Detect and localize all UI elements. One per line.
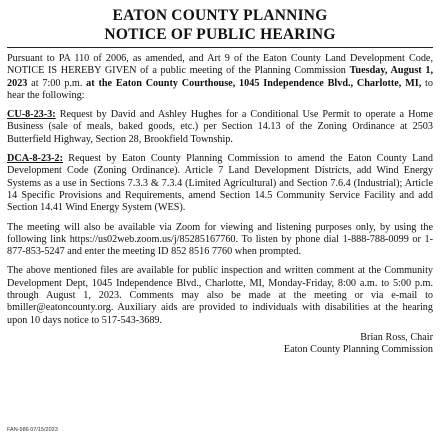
agenda-item-cu-text: Request by David and Ashley Hughes for a Conditional Use Permit to operate a Home Business (sale of meals, baked goods, etc.) per Section 14.13 of the Zoning Ordinance at 2503 Butterfield Highway, Section 28, Brookfield Township. — [7, 109, 433, 145]
intro-text-middle: at 7:00 p.m. — [27, 77, 87, 89]
agenda-item-cu — [7, 109, 433, 146]
signature-block — [7, 332, 433, 357]
signature-organization: Eaton County Planning Commission — [283, 344, 433, 356]
agenda-item-dca — [7, 153, 433, 214]
meeting-date: Tuesday, August 1, 2023 — [7, 65, 434, 89]
title-divider — [7, 47, 433, 48]
signature-name: Brian Ross, Chair — [360, 331, 433, 343]
case-id-dca: DCA-8-23-2: — [7, 153, 64, 165]
form-code: FAN-986 07/15/2023 — [7, 427, 58, 433]
meeting-location: at the Eaton County Courthouse, 1045 Independence Blvd., Charlotte, MI, — [86, 77, 422, 89]
zoom-paragraph: The meeting will also be available via Zoom for viewing and listening purposes only, by using the following link https://us02web.zoom.us/j/85285167760. To listen by phone dial 1-888-788-0099 or 1-877-853-5247 and enter the meeting ID 852 8516 7760 when prompted. — [7, 221, 433, 258]
case-id-cu: CU-8-23-3: — [7, 109, 56, 121]
notice-title-line-2: NOTICE OF PUBLIC HEARING — [104, 26, 336, 43]
notice-title-line-1: EATON COUNTY PLANNING — [112, 7, 328, 24]
intro-text-before: Pursuant to PA 110 of 2006, as amended, and Art 9 of the Eaton County Land Development Code, NOTICE IS HEREBY GIVEN of a public meeting of the Planning Commission — [7, 53, 433, 77]
agenda-item-dca-text: Request by Eaton County Planning Commission to amend the Eaton County Land Development Code (Zoning Ordinance). Article 7 Land Development Districts, add Wind Energy Systems as a use in Sections 7.3.3 & 7.3.4 (Limited Agricultural) and Section 7.6.4 (Industrial); Article 14 Specific Provisions and Requirements, amend Section 14.5 Community Service Facility and add Section 14.41 Wind Energy System (WES). — [7, 153, 433, 214]
intro-paragraph — [7, 53, 433, 102]
files-paragraph: The above mentioned files are available for public inspection and written comment at the Community Development Dept, 1045 Independence Blvd., Charlotte, MI, Monday-Friday, 8:00 a.m. to 5:00 p.m. through August 1, 2023. Comments may also be made at the meeting or via e-mail to bmiller@eatoncounty.org. Auxiliary aids are provided to individuals with disabilities at the hearing upon 10 days notice to 517-543-3689. — [7, 265, 433, 326]
intro-text-after: to hear the following: — [7, 77, 433, 101]
